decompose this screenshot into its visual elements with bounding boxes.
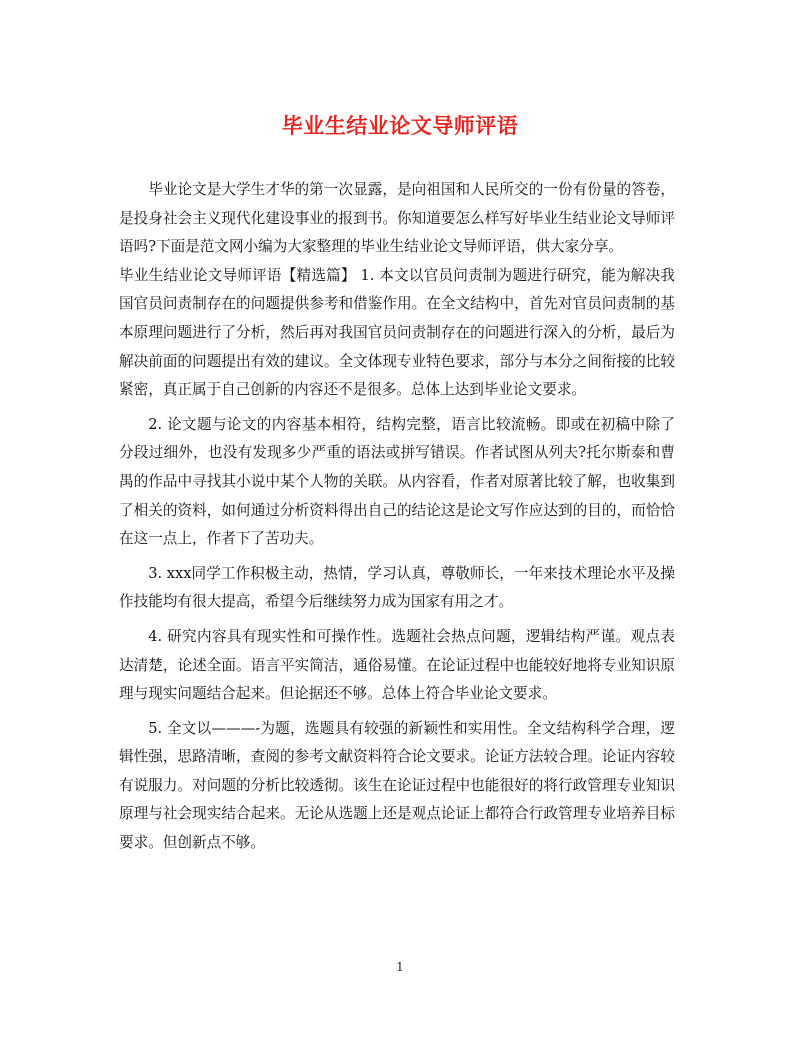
- section-heading: 毕业生结业论文导师评语【精选篇】: [119, 266, 356, 284]
- comment-item-3: 3. xxx同学工作积极主动，热情，学习认真，尊敬师长，一年来技术理论水平及操作技能均有很大提高，希望今后继续努力成为国家有用之才。: [119, 564, 675, 611]
- comment-item-2: 2. 论文题与论文的内容基本相符，结构完整，语言比较流畅。即或在初稿中除了分段过细外，也没有发现多少严重的语法或拼写错误。作者试图从列夫?托尔斯泰和曹禺的作品中寻找其小说中某个人物的关联。从内容看，作者对原著比较了解，也收集到了相关的资料，如何通过分析资料得出自己的结论这是论文写作应达到的目的，而恰恰在这一点上，作者下了苦功夫。: [119, 415, 675, 548]
- comment-item-1: 1. 本文以官员问责制为题进行研究，能为解决我国官员问责制存在的问题提供参考和借鉴作用。在全文结构中，首先对官员问责制的基本原理问题进行了分析，然后再对我国官员问责制存在的问题进行深入的分析，最后为解决前面的问题提出有效的建议。全文体现专业特色要求，部分与本分之间衔接的比较紧密，真正属于自己创新的内容还不是很多。总体上达到毕业论文要求。: [119, 266, 675, 399]
- page-number: 1: [396, 960, 404, 974]
- comment-item-5: 5. 全文以———-为题，选题具有较强的新颖性和实用性。全文结构科学合理，逻辑性强，思路清晰，查阅的参考文献资料符合论文要求。论证方法较合理。论证内容较有说服力。对问题的分析比较透彻。该生在论证过程中也能很好的将行政管理专业知识原理与社会现实结合起来。无论从选题上还是观点论证上都符合行政管理专业培养目标要求。但创新点不够。: [119, 719, 675, 852]
- document-body: [119, 176, 675, 858]
- selected-comments-paragraph: [119, 262, 675, 405]
- intro-paragraph: 毕业论文是大学生才华的第一次显露，是向祖国和人民所交的一份有份量的答卷，是投身社会主义现代化建设事业的报到书。你知道要怎么样写好毕业生结业论文导师评语吗?下面是范文网小编为大家整理的毕业生结业论文导师评语，供大家分享。: [119, 181, 675, 256]
- comment-item-4: 4. 研究内容具有现实性和可操作性。选题社会热点问题，逻辑结构严谨。观点表达清楚，论述全面。语言平实简洁，通俗易懂。在论证过程中也能较好地将专业知识原理与现实问题结合起来。但论据还不够。总体上符合毕业论文要求。: [119, 627, 675, 703]
- document-title: 毕业生结业论文导师评语: [281, 113, 519, 138]
